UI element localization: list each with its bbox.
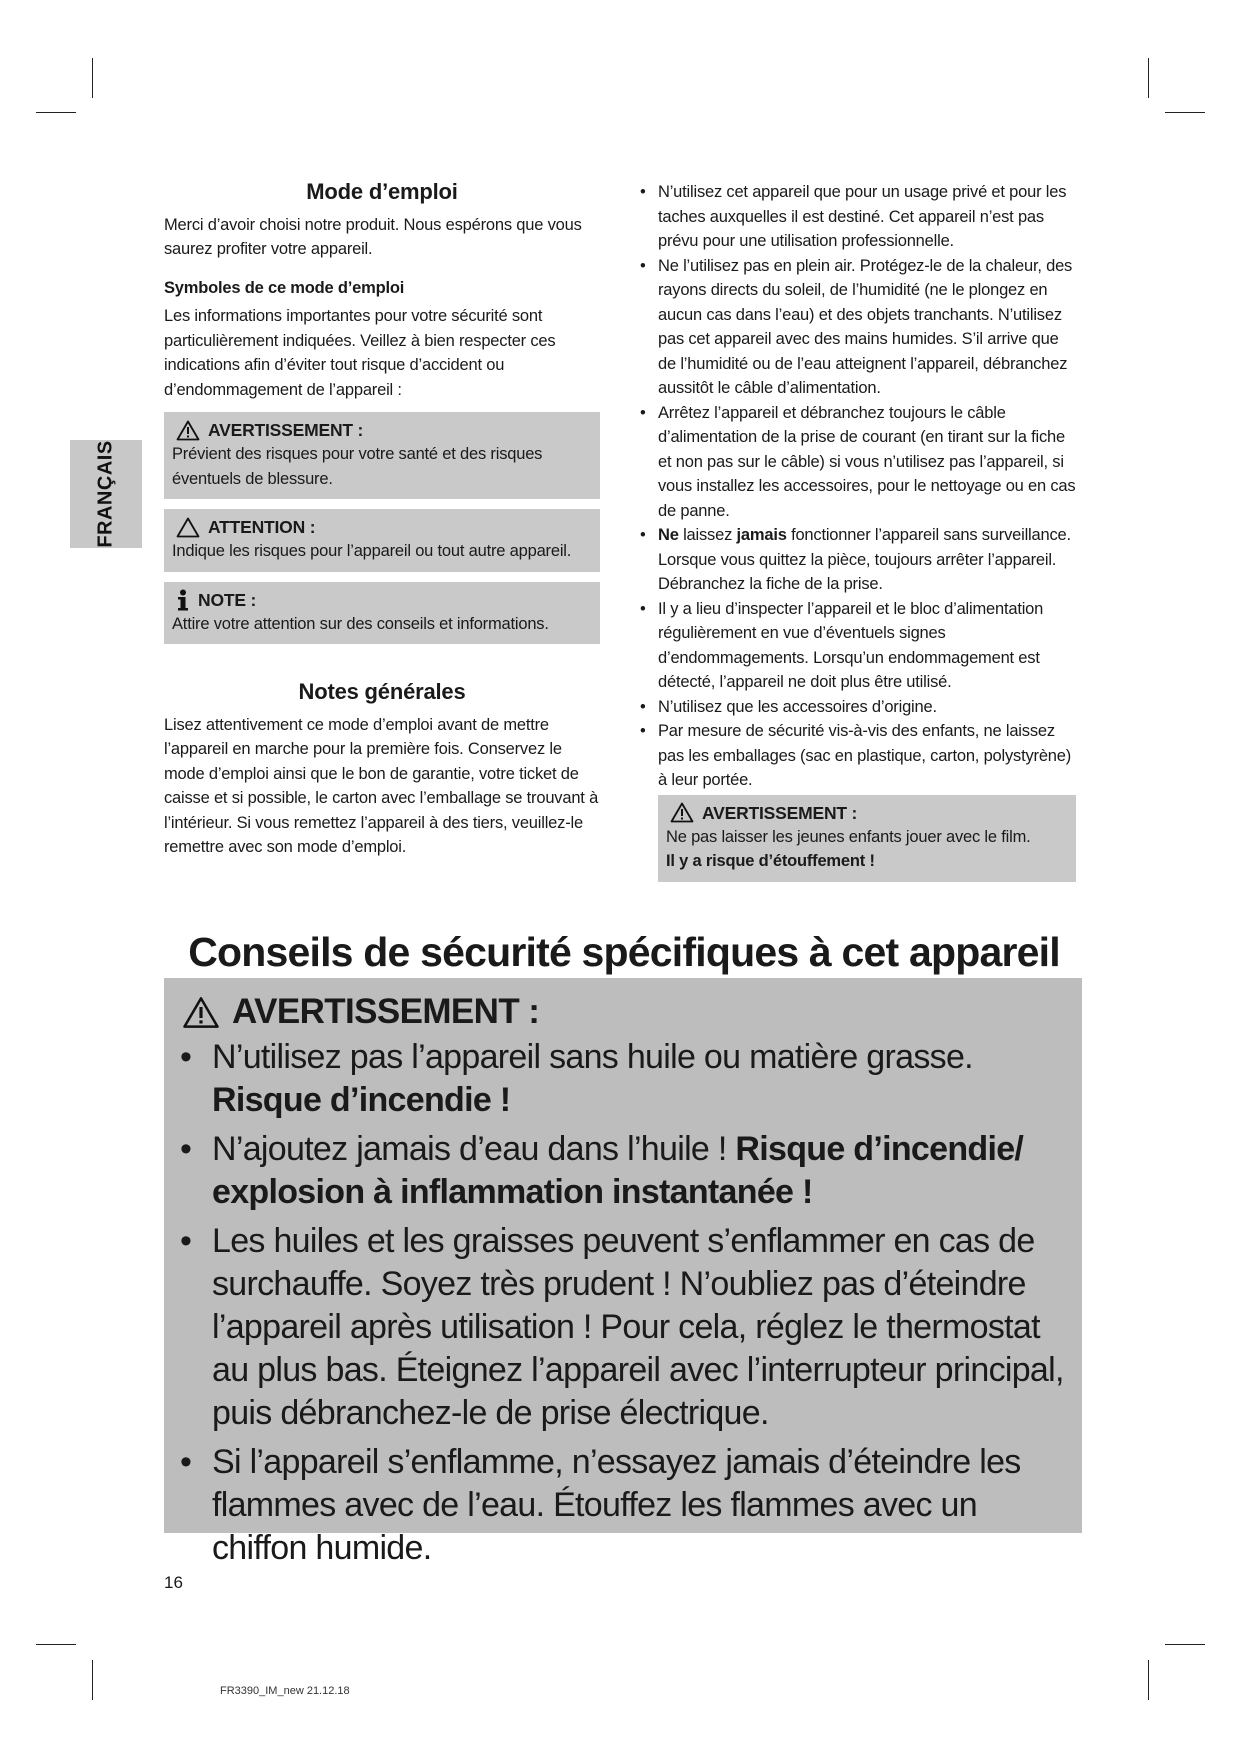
list-item: • Arrêtez l’appareil et débranchez toujours le câble d’alimentation de la prise de courant (en tirant sur la fiche et non pas sur le câble) si vous n’utilisez pas l’appareil, si vous installez les accessoires, pour le nettoyage ou en cas de panne.: [636, 401, 1076, 524]
safety-items: [174, 1036, 1079, 1576]
item-text: N’ajoutez jamais d’eau dans l’huile !: [212, 1130, 736, 1168]
child-warning-box: [658, 795, 1076, 882]
attention-label: ATTENTION :: [208, 517, 316, 537]
item-bold: Risque d’incendie/ explosion à inflammation instantanée !: [212, 1130, 1024, 1211]
list-item: [174, 1128, 1079, 1214]
note-text: Attire votre attention sur des conseils et informations.: [172, 614, 549, 633]
item-bold: Risque d’incendie !: [212, 1081, 511, 1119]
crop-mark: [1148, 58, 1149, 98]
list-item: • Il y a lieu d’inspecter l’appareil et le bloc d’alimentation régulièrement en vue d’éventuels signes d’endommagements. Lorsqu’un endommagement est détecté, l’appareil ne doit plus être utilisé.: [636, 597, 1076, 695]
warning-label: AVERTISSEMENT :: [208, 420, 364, 440]
notes-title: Notes générales: [298, 679, 466, 704]
text-span: fonctionner l’appareil sans surveillance. Lorsque vous quittez la pièce, toujours arrêter l’appareil. Débranchez la fiche de la prise.: [658, 526, 1071, 593]
attention-triangle-icon: [176, 517, 200, 538]
crop-mark: [92, 1660, 93, 1700]
note-label: NOTE :: [198, 589, 257, 610]
crop-mark: [36, 1644, 76, 1645]
list-item: [174, 1036, 1079, 1122]
list-item: • N’utilisez cet appareil que pour un usage privé et pour les taches auxquelles il est destiné. Cet appareil n’est pas prévu pour une utilisation professionnelle.: [636, 180, 1076, 254]
intro-text: Merci d’avoir choisi notre produit. Nous espérons que vous saurez profiter votre appareil.: [164, 215, 582, 258]
note-box: [164, 582, 600, 645]
child-warning-bold: Il y a risque d’étouffement !: [666, 852, 875, 870]
attention-box: [164, 509, 600, 572]
bold-ne: Ne: [658, 526, 679, 544]
bold-jamais: jamais: [736, 526, 787, 544]
attention-text: Indique les risques pour l’appareil ou tout autre appareil.: [172, 542, 572, 560]
mode-title: Mode d’emploi: [306, 179, 458, 204]
warning-text: Prévient des risques pour votre santé et des risques éventuels de blessure.: [172, 445, 543, 488]
warning-triangle-icon: [182, 996, 220, 1029]
safety-title: Conseils de sécurité spécifiques à cet appareil: [188, 929, 1060, 975]
crop-mark: [1148, 1660, 1149, 1700]
right-column: [636, 180, 1076, 882]
item-text: N’utilisez pas l’appareil sans huile ou matière grasse.: [212, 1038, 973, 1076]
list-item: • Ne l’utilisez pas en plein air. Protégez-le de la chaleur, des rayons directs du soleil, de l’humidité (ne le plongez en aucun cas dans l’eau) et des objets tranchants. N’utilisez pas cet appareil avec des mains humides. S’il arrive que de l’humidité ou de l’eau atteignent l’appareil, débranchez aussitôt le câble d’alimentation.: [636, 254, 1076, 401]
list-item: [636, 523, 1076, 597]
child-warning-text: Ne pas laisser les jeunes enfants jouer avec le film.: [666, 827, 1031, 846]
list-item: [174, 1220, 1079, 1435]
crop-mark: [1165, 1644, 1205, 1645]
child-warning-label: AVERTISSEMENT :: [702, 802, 858, 823]
safety-bullet-list: [636, 180, 1076, 793]
info-icon: [176, 589, 190, 611]
text-span: laissez: [678, 526, 737, 544]
item-text: Si l’appareil s’enflamme, n’essayez jamais d’éteindre les flammes avec de l’eau. Étouffez les flammes avec un chiffon humide.: [212, 1443, 1021, 1567]
crop-mark: [92, 58, 93, 98]
warning-triangle-icon: [670, 802, 694, 823]
safety-warning-box: [164, 978, 1082, 1567]
warning-triangle-icon: [176, 420, 200, 441]
notes-text: Lisez attentivement ce mode d’emploi avant de mettre l’appareil en marche pour la première fois. Conservez le mode d’emploi ainsi que le bon de garantie, votre ticket de caisse et si possible, le carton avec l’emballage se trouvant à l’intérieur. Si vous remettez l’appareil à des tiers, veuillez-le remettre avec son mode d’emploi.: [164, 715, 599, 856]
list-item: [174, 1441, 1079, 1570]
list-item: • N’utilisez que les accessoires d’origine.: [636, 695, 1076, 720]
footer-code: FR3390_IM_new 21.12.18: [220, 1685, 350, 1697]
crop-mark: [1165, 112, 1205, 113]
symbols-heading: Symboles de ce mode d’emploi: [164, 278, 405, 297]
page-number: 16: [164, 1573, 183, 1592]
left-column: [164, 180, 600, 860]
language-tab: [70, 440, 142, 548]
symbols-text: Les informations importantes pour votre sécurité sont particulièrement indiquées. Veillez à bien respecter ces indications afin d’éviter tout risque d’accident ou d’endommagement de l’appareil :: [164, 307, 556, 399]
list-item: • Par mesure de sécurité vis-à-vis des enfants, ne laissez pas les emballages (sac en plastique, carton, polystyrène) à leur portée.: [636, 719, 1076, 793]
item-text: Les huiles et les graisses peuvent s’enflammer en cas de surchauffe. Soyez très prudent ! N’oubliez pas d’éteindre l’appareil après utilisation ! Pour cela, réglez le thermostat au plus bas. Éteignez l’appareil avec l’interrupteur principal, puis débranchez-le de prise électrique.: [212, 1222, 1064, 1432]
warning-box: [164, 412, 600, 499]
safety-warning-label: AVERTISSEMENT :: [232, 992, 540, 1031]
language-tab-label: FRANÇAIS: [94, 440, 117, 548]
crop-mark: [36, 112, 76, 113]
